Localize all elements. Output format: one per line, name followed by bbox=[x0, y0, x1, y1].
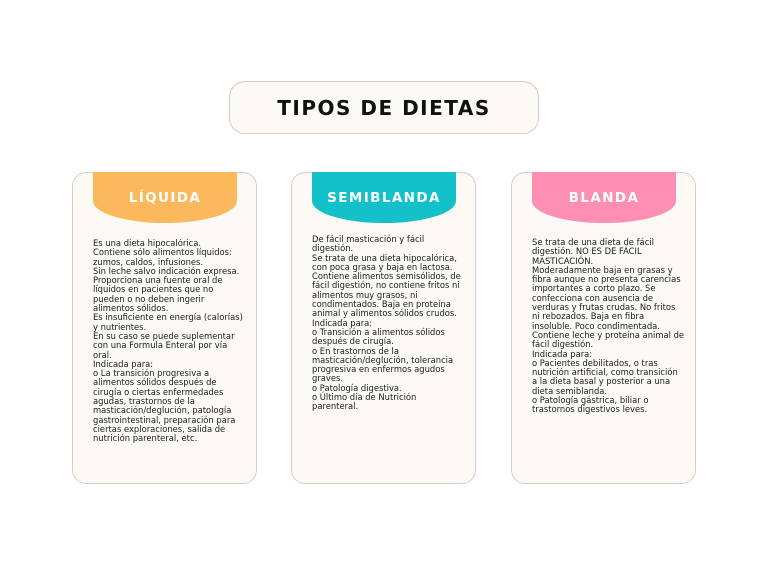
card-semiblanda-header bbox=[312, 172, 456, 223]
page-title: TIPOS DE DIETAS bbox=[277, 95, 491, 120]
card-liquida-description: Es una dieta hipocalórica. Contiene sólo alimentos líquidos: zumos, caldos, infusiones. Sin leche salvo indicación expresa. Proporciona una fuente oral de líquidos en pacientes que no pueden o no deben ingerir alimentos sólidos. Es insuficiente en energía (calorías) y nutrientes. En su caso se puede suplementar con una Formula Enteral por vía oral. Indicada para: o La transición progresiva a alimentos sólidos después de cirugía o ciertas enfermedades agudas, trastornos de la masticación/deglución, patología gastrointestinal, preparación para ciertas exploraciones, salida de nutrición parenteral, etc. bbox=[93, 238, 243, 444]
card-blanda-description: Se trata de una dieta de fácil digestión. NO ES DE FÁCIL MASTICACIÓN. Moderadamente baja en grasas y fibra aunque no presenta carencias importantes a corto plazo. Se confecciona con ausencia de verduras y frutas crudas. No fritos ni rebozados. Baja en fibra insoluble. Poco condimentada. Contiene leche y proteína animal de fácil digestión. Indicada para: o Pacientes debilitados, o tras nutrición artificial, como transición a la dieta basal y posterior a una dieta semiblanda. o Patología gástrica, biliar o trastornos digestivos leves. bbox=[532, 237, 685, 415]
card-liquida-header bbox=[93, 172, 237, 223]
card-semiblanda bbox=[291, 172, 476, 484]
title-box bbox=[229, 81, 539, 134]
card-semiblanda-title: SEMIBLANDA bbox=[327, 189, 441, 206]
card-blanda bbox=[511, 172, 696, 484]
card-blanda-title: BLANDA bbox=[568, 189, 640, 206]
card-blanda-header bbox=[532, 172, 676, 223]
card-liquida bbox=[72, 172, 257, 484]
card-semiblanda-description: De fácil masticación y fácil digestión. Se trata de una dieta hipocalórica, con poca grasa y baja en lactosa. Contiene alimentos semisólidos, de fácil digestión, no contiene fritos ni alimentos muy grasos, ni condimentados. Baja en proteína animal y alimentos sólidos crudos. Indicada para: o Transición a alimentos sólidos después de cirugía. o En trastornos de la masticación/deglución, tolerancia progresiva en enfermos agudos graves. o Patología digestiva. o Último día de Nutrición parenteral. bbox=[312, 234, 461, 412]
card-liquida-title: LÍQUIDA bbox=[128, 189, 202, 206]
